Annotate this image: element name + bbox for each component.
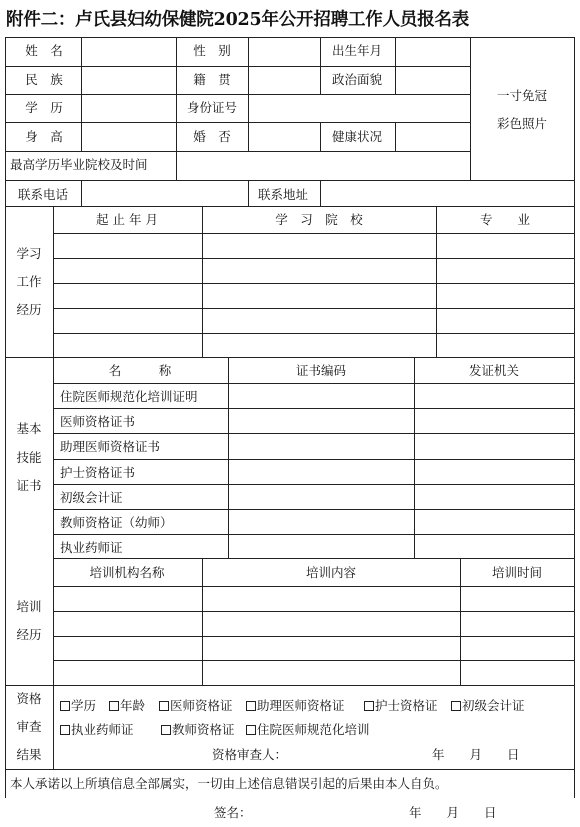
checkbox-icon[interactable] [109, 701, 119, 711]
section-training-1: 培训 [16, 599, 42, 614]
cert-issuer-input[interactable] [415, 434, 573, 457]
review-option[interactable] [60, 723, 134, 737]
checkbox-icon[interactable] [364, 701, 374, 711]
label-phone: 联系电话 [17, 187, 69, 202]
label-marital: 婚 否 [193, 129, 231, 144]
label-address: 联系地址 [257, 187, 309, 202]
review-option[interactable] [246, 699, 345, 713]
cert-code-input[interactable] [229, 485, 413, 508]
col-period: 起 止 年 月 [96, 212, 158, 227]
training-org-input[interactable] [54, 661, 201, 684]
label-name: 姓 名 [25, 43, 63, 58]
study-row-major[interactable] [437, 234, 573, 257]
label-birth: 出生年月 [331, 43, 383, 58]
training-org-input[interactable] [54, 587, 201, 610]
political-input[interactable] [396, 67, 469, 93]
section-study-1: 学习 [16, 246, 42, 261]
checkbox-icon[interactable] [161, 725, 171, 735]
study-row-school[interactable] [203, 234, 435, 257]
study-row-major[interactable] [437, 334, 573, 357]
review-option[interactable] [451, 699, 525, 713]
health-input[interactable] [396, 123, 469, 150]
checkbox-icon[interactable] [159, 701, 169, 711]
section-study-3: 经历 [16, 302, 42, 317]
study-row-period[interactable] [54, 334, 201, 357]
cert-item: 初级会计证 [60, 490, 123, 505]
gender-input[interactable] [249, 38, 319, 65]
label-id-number: 身份证号 [186, 100, 238, 115]
study-row-school[interactable] [203, 309, 435, 332]
training-time-input[interactable] [461, 637, 573, 660]
height-input[interactable] [82, 123, 175, 150]
col-training-content: 培训内容 [305, 565, 357, 580]
label-education: 学 历 [25, 100, 63, 115]
table-rule [53, 357, 54, 559]
photo-label-1: 一寸免冠 [496, 88, 548, 103]
table-rule [5, 685, 575, 686]
label-ethnicity: 民 族 [25, 72, 63, 87]
checkbox-label: 初级会计证 [462, 698, 525, 713]
cert-issuer-input[interactable] [415, 510, 573, 533]
section-review-1: 资格 [16, 691, 42, 706]
cert-item: 执业药师证 [60, 540, 123, 555]
study-row-period[interactable] [54, 309, 201, 332]
label-native-place: 籍 贯 [193, 72, 231, 87]
sign-date-label: 年 月 日 [409, 805, 497, 820]
col-school: 学 习 院 校 [275, 212, 363, 227]
highest-edu-input[interactable] [177, 152, 469, 179]
review-option[interactable] [60, 699, 96, 713]
cert-code-input[interactable] [229, 510, 413, 533]
table-rule [53, 558, 575, 559]
section-certs-1: 基本 [16, 421, 42, 436]
table-rule [53, 685, 54, 770]
checkbox-label: 住院医师规范化培训 [257, 722, 370, 737]
study-row-school[interactable] [203, 284, 435, 307]
cert-code-input[interactable] [229, 384, 413, 407]
label-height: 身 高 [25, 129, 63, 144]
table-rule [320, 37, 321, 67]
checkbox-label: 助理医师资格证 [257, 698, 345, 713]
name-input[interactable] [82, 38, 175, 65]
review-option[interactable] [161, 723, 235, 737]
cert-code-input[interactable] [229, 535, 413, 558]
checkbox-icon[interactable] [60, 725, 70, 735]
checkbox-icon[interactable] [246, 701, 256, 711]
training-content-input[interactable] [203, 637, 459, 660]
training-content-input[interactable] [203, 612, 459, 635]
birth-input[interactable] [396, 38, 469, 65]
form-title: 附件二：卢氏县妇幼保健院2025年公开招聘工作人员报名表 [6, 10, 470, 30]
col-cert-issuer: 发证机关 [468, 363, 520, 378]
cert-item: 护士资格证书 [60, 465, 136, 480]
address-input[interactable] [321, 181, 573, 205]
col-major: 专 业 [479, 212, 531, 227]
cert-issuer-input[interactable] [415, 535, 573, 558]
col-training-time: 培训时间 [491, 565, 543, 580]
checkbox-label: 护士资格证 [375, 698, 438, 713]
study-row-school[interactable] [203, 259, 435, 282]
checkbox-icon[interactable] [60, 701, 70, 711]
native-place-input[interactable] [249, 67, 319, 93]
checkbox-label: 年龄 [120, 698, 146, 713]
pledge-text: 本人承诺以上所填信息全部属实，一切由上述信息错误引起的后果由本人自负。 [10, 776, 448, 791]
col-training-org: 培训机构名称 [89, 565, 165, 580]
study-row-school[interactable] [203, 334, 435, 357]
id-number-input[interactable] [249, 95, 469, 121]
col-cert-code: 证书编码 [295, 363, 347, 378]
section-certs-2: 技能 [16, 450, 42, 465]
photo-box[interactable] [471, 38, 573, 179]
cert-item: 住院医师规范化培训证明 [60, 389, 198, 404]
ethnicity-input[interactable] [82, 67, 175, 93]
sign-label: 签名： [214, 805, 252, 820]
training-time-input[interactable] [461, 661, 573, 684]
section-review-2: 审查 [16, 719, 42, 734]
cert-code-input[interactable] [229, 460, 413, 483]
study-row-major[interactable] [437, 309, 573, 332]
table-rule [5, 357, 575, 358]
study-row-period[interactable] [54, 259, 201, 282]
table-rule [574, 37, 575, 798]
section-study-2: 工作 [16, 274, 42, 289]
marital-input[interactable] [249, 123, 319, 150]
study-row-major[interactable] [437, 284, 573, 307]
label-gender: 性 别 [193, 43, 231, 58]
checkbox-icon[interactable] [451, 701, 461, 711]
cert-issuer-input[interactable] [415, 485, 573, 508]
label-highest-edu: 最高学历毕业院校及时间 [10, 157, 148, 172]
table-rule [320, 66, 321, 95]
study-row-period[interactable] [54, 284, 201, 307]
section-review-3: 结果 [16, 747, 42, 762]
training-time-input[interactable] [461, 612, 573, 635]
checkbox-icon[interactable] [246, 725, 256, 735]
training-org-input[interactable] [54, 612, 201, 635]
table-rule [5, 206, 575, 207]
cert-item: 教师资格证（幼师） [60, 515, 173, 530]
training-content-input[interactable] [203, 661, 459, 684]
study-row-major[interactable] [437, 259, 573, 282]
section-training-2: 经历 [16, 627, 42, 642]
signature-input[interactable] [250, 800, 390, 822]
checkbox-label: 教师资格证 [172, 722, 235, 737]
label-political: 政治面貌 [331, 72, 383, 87]
checkbox-label: 医师资格证 [170, 698, 233, 713]
table-rule [248, 180, 249, 207]
cert-item: 助理医师资格证书 [60, 439, 161, 454]
review-reviewer-label: 资格审查人： [212, 747, 288, 762]
checkbox-label: 执业药师证 [71, 722, 134, 737]
cert-issuer-input[interactable] [415, 409, 573, 432]
checkbox-label: 学历 [71, 698, 97, 713]
cert-code-input[interactable] [229, 409, 413, 432]
training-content-input[interactable] [203, 587, 459, 610]
section-certs-3: 证书 [16, 478, 42, 493]
table-rule [320, 122, 321, 152]
review-option[interactable] [364, 699, 438, 713]
review-option[interactable] [159, 699, 233, 713]
review-option[interactable] [246, 723, 370, 737]
cert-issuer-input[interactable] [415, 384, 573, 407]
training-time-input[interactable] [461, 587, 573, 610]
table-rule [5, 769, 575, 770]
education-input[interactable] [82, 95, 175, 121]
cert-item: 医师资格证书 [60, 414, 136, 429]
review-date-label: 年 月 日 [432, 747, 520, 762]
col-cert-name: 名 称 [108, 363, 172, 378]
cert-code-input[interactable] [229, 434, 413, 457]
table-rule [5, 37, 6, 798]
study-row-period[interactable] [54, 234, 201, 257]
review-option[interactable] [109, 699, 145, 713]
photo-label-2: 彩色照片 [496, 116, 548, 131]
cert-issuer-input[interactable] [415, 460, 573, 483]
label-health: 健康状况 [331, 129, 383, 144]
training-org-input[interactable] [54, 637, 201, 660]
phone-input[interactable] [82, 181, 247, 205]
table-rule [176, 37, 177, 152]
